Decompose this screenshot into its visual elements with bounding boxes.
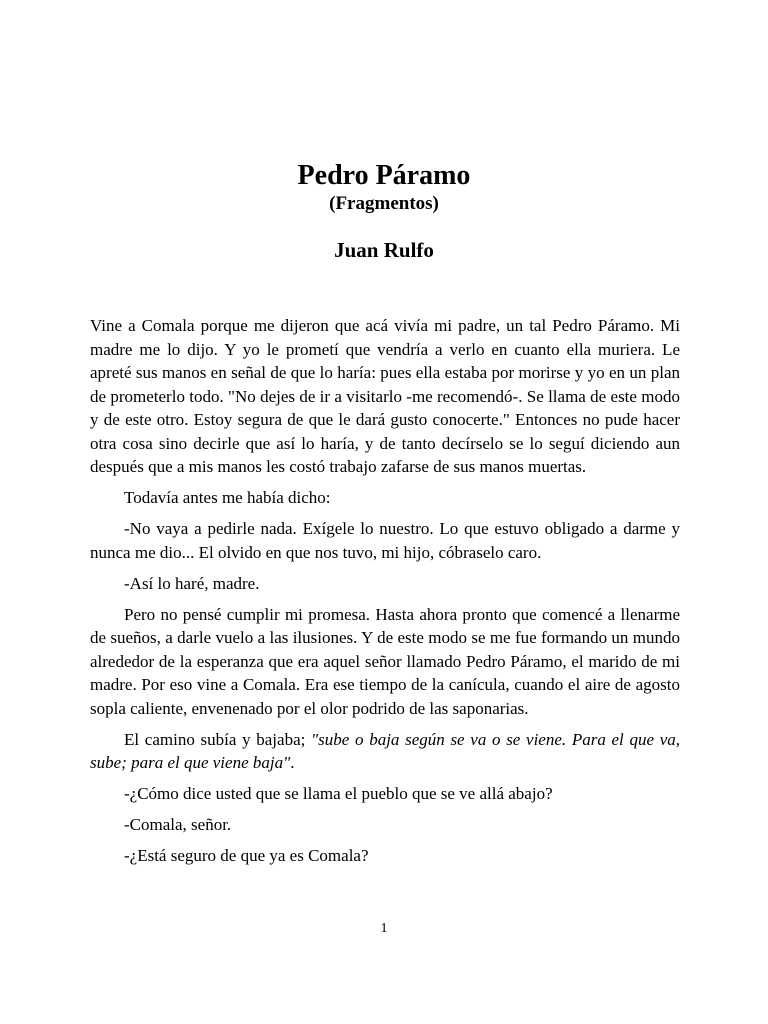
document-subtitle: (Fragmentos): [329, 193, 439, 214]
paragraph: Vine a Comala porque me dijeron que acá vivía mi padre, un tal Pedro Páramo. Mi madre me lo dijo. Y yo le prometí que vendría a verlo en cuanto ella muriera. Le apreté sus manos en señal de que lo haría: pues ella estaba por morirse y yo en un plan de prometerlo todo. "No dejes de ir a visitarlo -me recomendó-. Se llama de este modo y de este otro. Estoy segura de que le dará gusto conocerte." Entonces no pude hacer otra cosa sino decirle que así lo haría, y de tanto decírselo se lo seguí diciendo aun después que a mis manos les costó trabajo zafarse de sus manos muertas.: [90, 316, 680, 476]
document-title: Pedro Páramo: [297, 160, 471, 191]
paragraph-text: El camino subía y bajaba;: [124, 729, 312, 749]
document-author: Juan Rulfo: [334, 238, 434, 262]
paragraph-text: .: [290, 753, 295, 772]
page-number: 1: [380, 921, 388, 936]
body-text: [90, 314, 680, 875]
paragraph: -Comala, señor.: [124, 815, 232, 834]
paragraph: -No vaya a pedirle nada. Exígele lo nuestro. Lo que estuvo obligado a darme y nunca me dio... El olvido en que nos tuvo, mi hijo, cóbraselo caro.: [90, 519, 680, 562]
paragraph: -¿Está seguro de que ya es Comala?: [124, 846, 369, 865]
paragraph: -Así lo haré, madre.: [124, 573, 260, 593]
paragraph: Pero no pensé cumplir mi promesa. Hasta ahora pronto que comencé a llenarme de sueños, a darle vuelo a las ilusiones. Y de este modo se me fue formando un mundo alrededor de la esperanza que era aquel señor llamado Pedro Páramo, el marido de mi madre. Por eso vine a Comala. Era ese tiempo de la canícula, cuando el aire de agosto sopla caliente, envenenado por el olor podrido de las saponarias.: [90, 604, 680, 718]
paragraph: Todavía antes me había dicho:: [124, 488, 331, 507]
paragraph: [90, 728, 680, 775]
italic-quote: "sube o baja según se va o se viene. Para el que va, sube; para el que viene baja": [90, 729, 680, 772]
paragraph: -¿Cómo dice usted que se llama el pueblo que se ve allá abajo?: [124, 784, 553, 803]
